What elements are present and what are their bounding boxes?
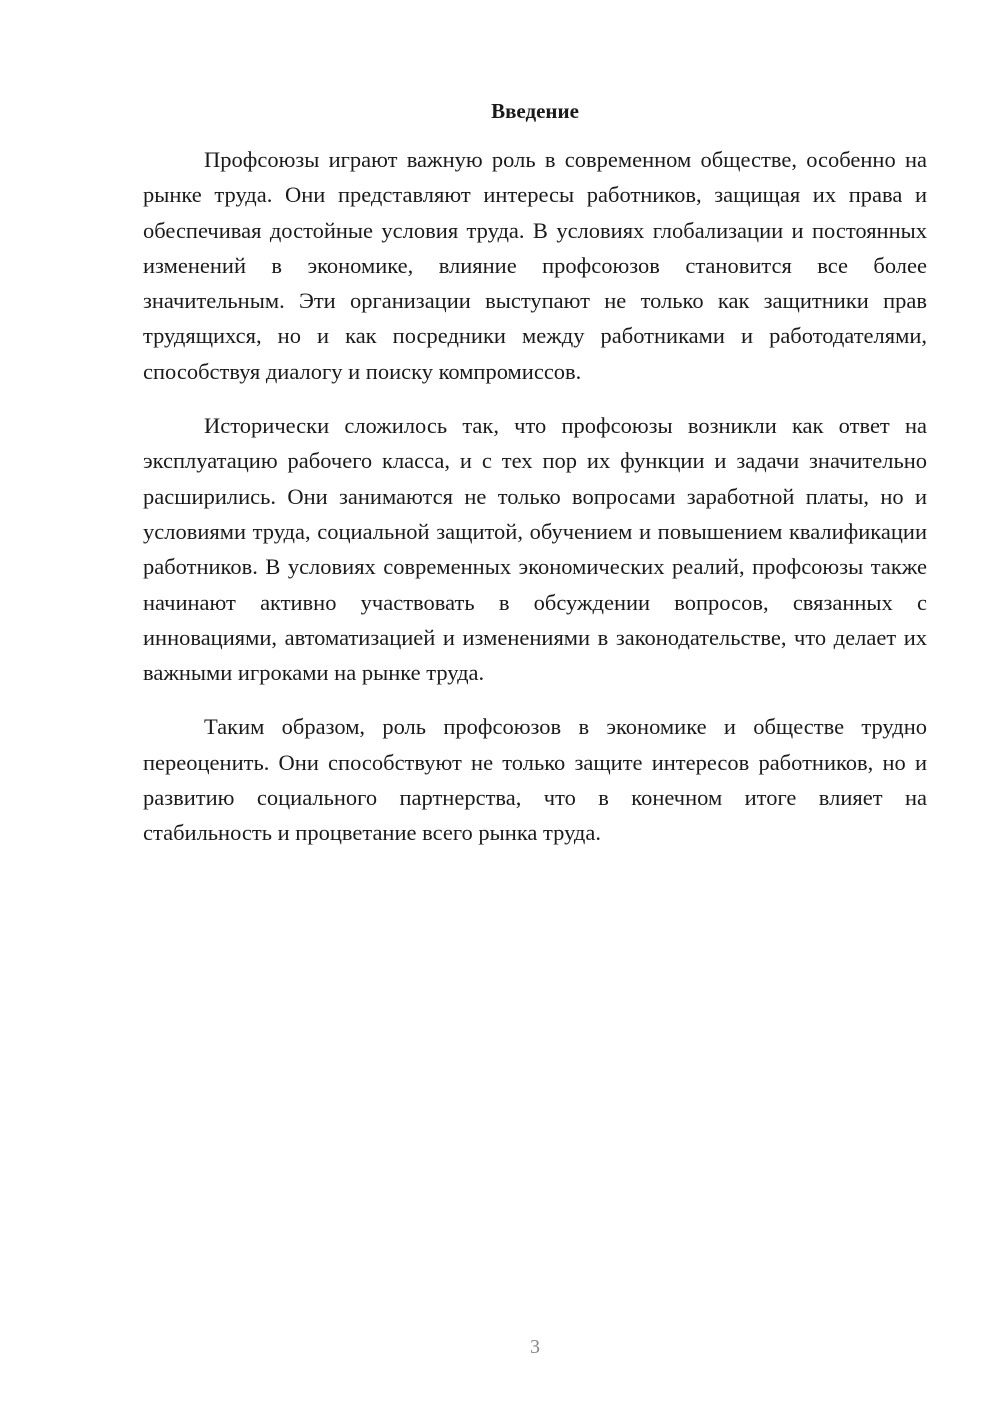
- paragraph-1: Профсоюзы играют важную роль в современном обществе, особенно на рынке труда. Они представляют интересы работников, защищая их права и обеспечивая достойные условия труда. В условиях глобализации и постоянных изменений в экономике, влияние профсоюзов становится все более значительным. Эти организации выступают не только как защитники прав трудящихся, но и как посредники между работниками и работодателями, способствуя диалогу и поиску компромиссов.: [143, 147, 927, 384]
- section-title: Введение: [491, 99, 579, 123]
- document-body: [143, 142, 927, 870]
- page-number: 3: [530, 1336, 540, 1358]
- paragraph-3: Таким образом, роль профсоюзов в экономике и обществе трудно переоценить. Они способствуют не только защите интересов работников, но и развитию социального партнерства, что в конечном итоге влияет на стабильность и процветание всего рынка труда.: [143, 714, 927, 846]
- paragraph-2: Исторически сложилось так, что профсоюзы возникли как ответ на эксплуатацию рабочего класса, и с тех пор их функции и задачи значительно расширились. Они занимаются не только вопросами заработной платы, но и условиями труда, социальной защитой, обучением и повышением квалификации работников. В условиях современных экономических реалий, профсоюзы также начинают активно участвовать в обсуждении вопросов, связанных с инновациями, автоматизацией и изменениями в законодательстве, что делает их важными игроками на рынке труда.: [143, 413, 927, 686]
